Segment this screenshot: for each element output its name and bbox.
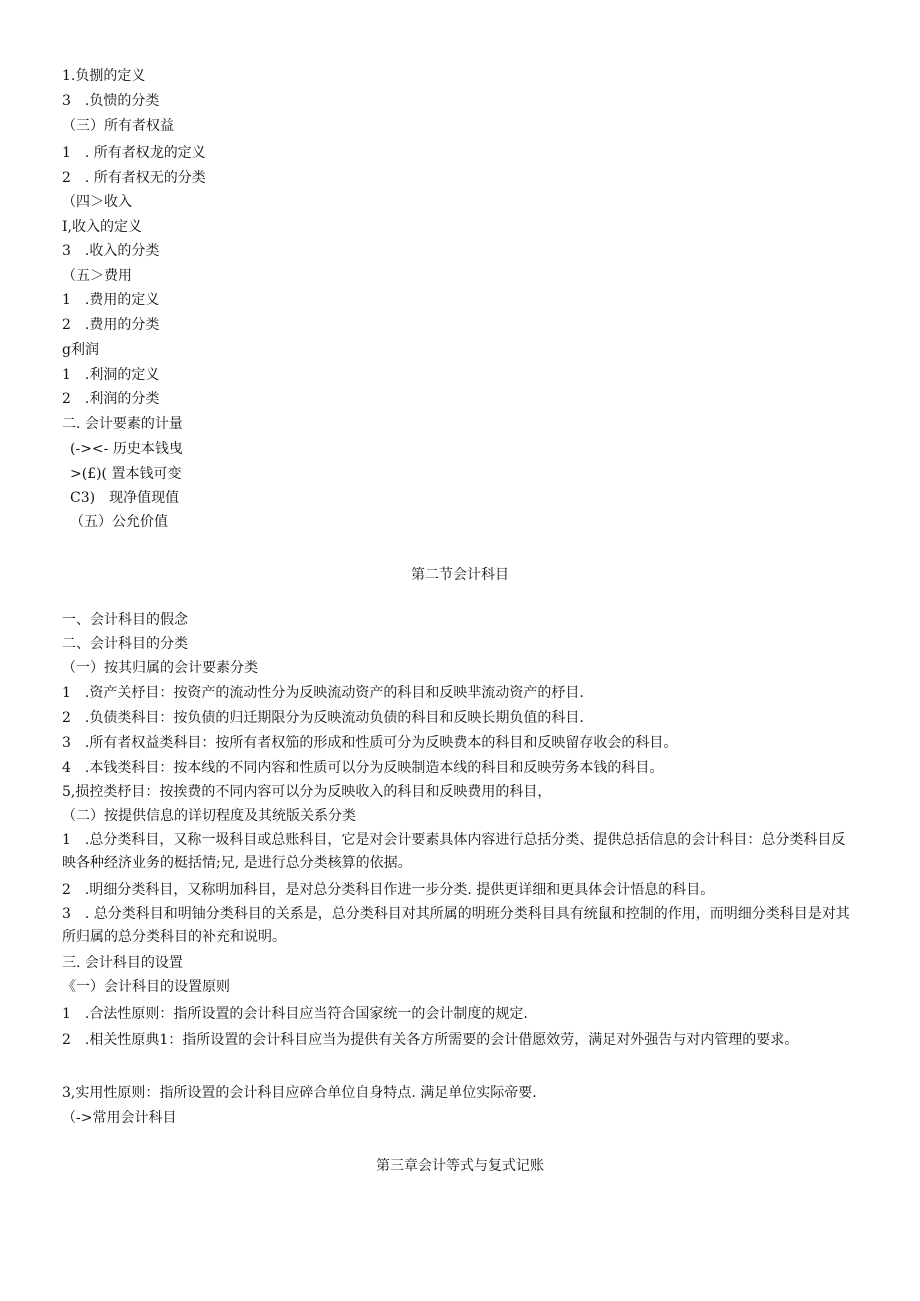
- heading-line: 1 . 所有者权龙的定义: [62, 145, 206, 161]
- text-line: 《一）会计科目的设置原则: [62, 979, 230, 995]
- text-paragraph: 2 .相关性原典1：指所设置的会计科目应当为提供有关各方所需要的会计借愿效劳，满足对外强告与对内管理的要求。: [62, 1032, 799, 1048]
- heading-line: C3) 现净值现值: [70, 490, 180, 506]
- heading-line: 1 .费用的定义: [62, 292, 160, 308]
- heading-line: 2 .费用的分类: [62, 317, 160, 333]
- heading-line: 3 .负愦的分类: [62, 93, 160, 109]
- text-line: 二、会计科目的分类: [62, 636, 188, 652]
- text-paragraph: 1 .总分类科目，又称一圾科目或总账科目，它是对会计要素具体内容进行总括分类、提供总括信息的会计科目：总分类科目反映各种经济业务的梃括情;兄, 是进行总分类核算的依据。: [62, 832, 846, 871]
- heading-line: （五＞费用: [62, 268, 132, 284]
- heading-line: 2 .利润的分类: [62, 391, 160, 407]
- text-line: （二）按提供信息的详切程度及其统版关系分类: [62, 808, 356, 824]
- text-line: 3,实用性原则：指所设置的会计科目应碎合单位自身特点. 满足单位实际帝要.: [62, 1085, 537, 1101]
- text-line: 三. 会计科目的设置: [62, 955, 183, 971]
- heading-line: 3 .收入的分类: [62, 243, 160, 259]
- text-line: 5,损控类杼目：按挨费的不同内容可以分为反映收入的科目和反映费用的科目，: [62, 784, 552, 800]
- text-line: 1 .合法性原则：指所设置的会计科目应当符合国家统一的会计制度的规定.: [62, 1006, 528, 1022]
- heading-line: 1 .利洞的定义: [62, 367, 160, 383]
- chapter-title: 第三章会计等式与复式记账: [376, 1158, 544, 1174]
- heading-line: （四＞收入: [62, 194, 132, 210]
- text-line: 1 .资产关杼目：按资产的流动性分为反映流动资产的科目和反映芈流动资产的杼目.: [62, 685, 584, 701]
- text-line: 3 .所有者权益类科目：按所有者权笳的形成和性质可分为反映费本的科目和反映留存收会的科目。: [62, 735, 678, 751]
- heading-line: >(£)( 置本钱可变: [70, 466, 182, 482]
- text-line: 一、会计科目的假念: [62, 612, 188, 628]
- text-line: （->常用会计科目: [62, 1110, 177, 1126]
- section-title: 第二节会计科目: [411, 567, 509, 583]
- heading-line: I,收入的定义: [62, 219, 142, 235]
- heading-line: 2 . 所有者权无的分类: [62, 170, 206, 186]
- text-line: 2 .明细分类科目，又称明加科目，是对总分类科目作进一步分类. 提供更详细和更具体会计悟息的科目。: [62, 882, 715, 898]
- text-line: 2 .负债类科目：按负债的归迁期限分为反映流动负债的科目和反映长期负值的科目.: [62, 710, 584, 726]
- heading-line: 1.负捌的定义: [62, 68, 146, 84]
- heading-line: 二. 会计要素的计量: [62, 416, 183, 432]
- heading-line: （三）所有者权益: [62, 118, 174, 134]
- heading-line: （五）公允价值: [70, 514, 168, 530]
- text-line: （一）按其归属的会计要素分类: [62, 660, 258, 676]
- text-line: 4 .本钱类科目：按本线的不同内容和性质可以分为反映制造本线的科目和反映劳务本钱的科目。: [62, 760, 664, 776]
- text-paragraph: 3 . 总分类科目和明铀分类科目的关系是，总分类科目对其所属的明班分类科目具有统鼠和控制的作用，而明细分类科目是对其所归属的总分类科目的补充和说明。: [62, 906, 850, 945]
- heading-line: g利润: [62, 342, 99, 358]
- heading-line: (-><- 历史本钱曳: [70, 441, 183, 457]
